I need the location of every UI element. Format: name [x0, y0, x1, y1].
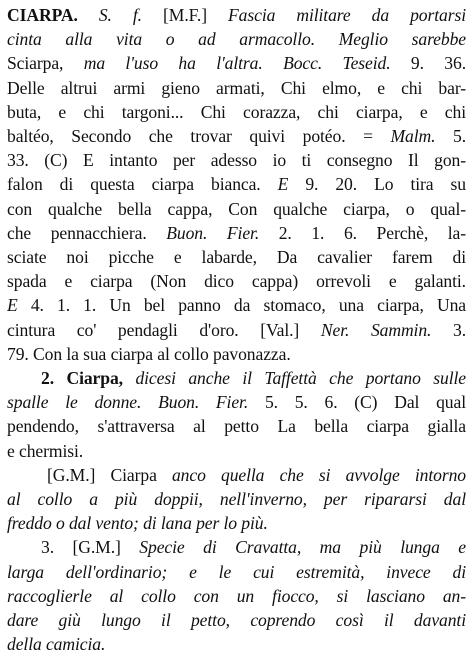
text-run: Malm. [390, 126, 436, 147]
text-run: E [277, 174, 289, 195]
text-run: della camicia. [7, 634, 106, 655]
entry-line [7, 318, 466, 342]
text-run: spalle le donne. [7, 392, 142, 413]
entry-line [7, 366, 466, 390]
text-run: E [7, 295, 18, 316]
text-run: falon di questa ciarpa bianca. [7, 174, 278, 195]
entry-line [7, 148, 466, 172]
text-run: Sciarpa, [7, 53, 84, 74]
text-run: buta, e chi targoni... Chi corazza, chi ciarpa, e chi [7, 101, 466, 122]
text-run: 9. 36. [390, 53, 466, 74]
dictionary-entry [7, 3, 466, 656]
entry-line [7, 100, 466, 124]
text-run: al collo a più doppii, nell'inverno, per ripararsi dal [7, 489, 466, 510]
text-run: cintura co' pendagli d'oro. [Val.] [7, 319, 321, 340]
text-run: dicesi anche il Taffettà che portano sulle [135, 368, 466, 389]
entry-line [7, 3, 466, 27]
entry-line [7, 124, 466, 148]
text-run: 2. Ciarpa, [41, 368, 123, 389]
text-run: S. f. [98, 5, 142, 25]
text-run: Fascia militare da portarsi [228, 5, 466, 25]
text-run: 5. [435, 126, 466, 147]
text-run: CIARPA. [7, 5, 78, 25]
entry-line [7, 390, 466, 414]
entry-line [7, 221, 466, 245]
text-run: raccoglierle al collo con un fiocco, si lasciano an- [7, 585, 466, 606]
text-run: 2. 1. 6. Perchè, la- [259, 222, 466, 243]
text-run [123, 368, 135, 388]
entry-line [7, 342, 466, 366]
entry-line [7, 269, 466, 293]
text-run: [M.F.] [141, 5, 229, 25]
entry-line [7, 560, 466, 584]
text-run: con qualche bella cappa, Con qualche ciarpa, o qual- [7, 198, 466, 219]
text-run: Buon. Fier. [158, 392, 249, 413]
text-run: 3. [431, 319, 466, 340]
text-run: Ner. Sammin. [320, 319, 432, 340]
entry-line [7, 511, 466, 535]
entry-line [7, 172, 466, 196]
text-run [141, 392, 158, 412]
text-run: pendendo, s'attraversa al petto La bella ciarpa gialla [7, 416, 466, 437]
text-run: Specie di Cravatta, ma più lunga e [139, 537, 466, 558]
text-run: Bocc. Teseid. [283, 53, 391, 74]
text-run: sciate noi picche e labarde, Da cavalier farem di [7, 247, 466, 268]
text-run: anco quella che si avvolge intorno [171, 464, 466, 485]
text-run: che pennacchiera. [7, 222, 167, 243]
entry-line [7, 608, 466, 632]
text-run: Buon. Fier. [166, 222, 260, 243]
text-run [78, 5, 99, 25]
entry-line [7, 27, 466, 51]
entry-line [7, 293, 466, 317]
entry-line [7, 487, 466, 511]
text-run: ma l'uso ha l'altra. [83, 53, 263, 74]
text-run: 9. 20. Lo tira su [288, 174, 466, 195]
entry-line [7, 197, 466, 221]
entry-line [7, 632, 466, 656]
entry-line [7, 245, 466, 269]
text-run [263, 53, 283, 73]
entry-line [7, 584, 466, 608]
entry-line [7, 535, 466, 559]
entry-line [7, 463, 466, 487]
text-run: 79. Con la sua ciarpa al collo pavonazza. [7, 343, 291, 364]
text-run: 4. 1. 1. Un bel panno da stomaco, una ciarpa, Una [17, 295, 466, 316]
text-run: larga dell'ordinario; e le cui estremità, invece di [7, 561, 466, 582]
text-run: freddo o dal vento; di lana per lo più. [7, 513, 268, 534]
text-run: dare giù lungo il petto, coprendo così il davanti [7, 610, 466, 631]
entry-line [7, 76, 466, 100]
text-run: baltéo, Secondo che trovar quivi potéo. = [7, 126, 391, 147]
entry-line [7, 439, 466, 463]
text-run: e chermisi. [7, 440, 84, 461]
text-run: 3. [G.M.] [41, 537, 140, 558]
text-run: 33. (C) E intanto per adesso io ti consegno Il gon- [7, 150, 466, 171]
text-run: 5. 5. 6. (C) Dal qual [248, 392, 466, 413]
text-run: cinta alla vita o ad armacollo. Meglio sarebbe [7, 29, 466, 50]
entry-line [7, 414, 466, 438]
entry-line [7, 51, 466, 75]
text-run: Delle altrui armi gieno armati, Chi elmo, e chi bar- [7, 77, 466, 98]
text-run: [G.M.] Ciarpa [47, 464, 172, 485]
text-run: spada e ciarpa (Non dico cappa) orrevoli e galanti. [7, 271, 466, 292]
